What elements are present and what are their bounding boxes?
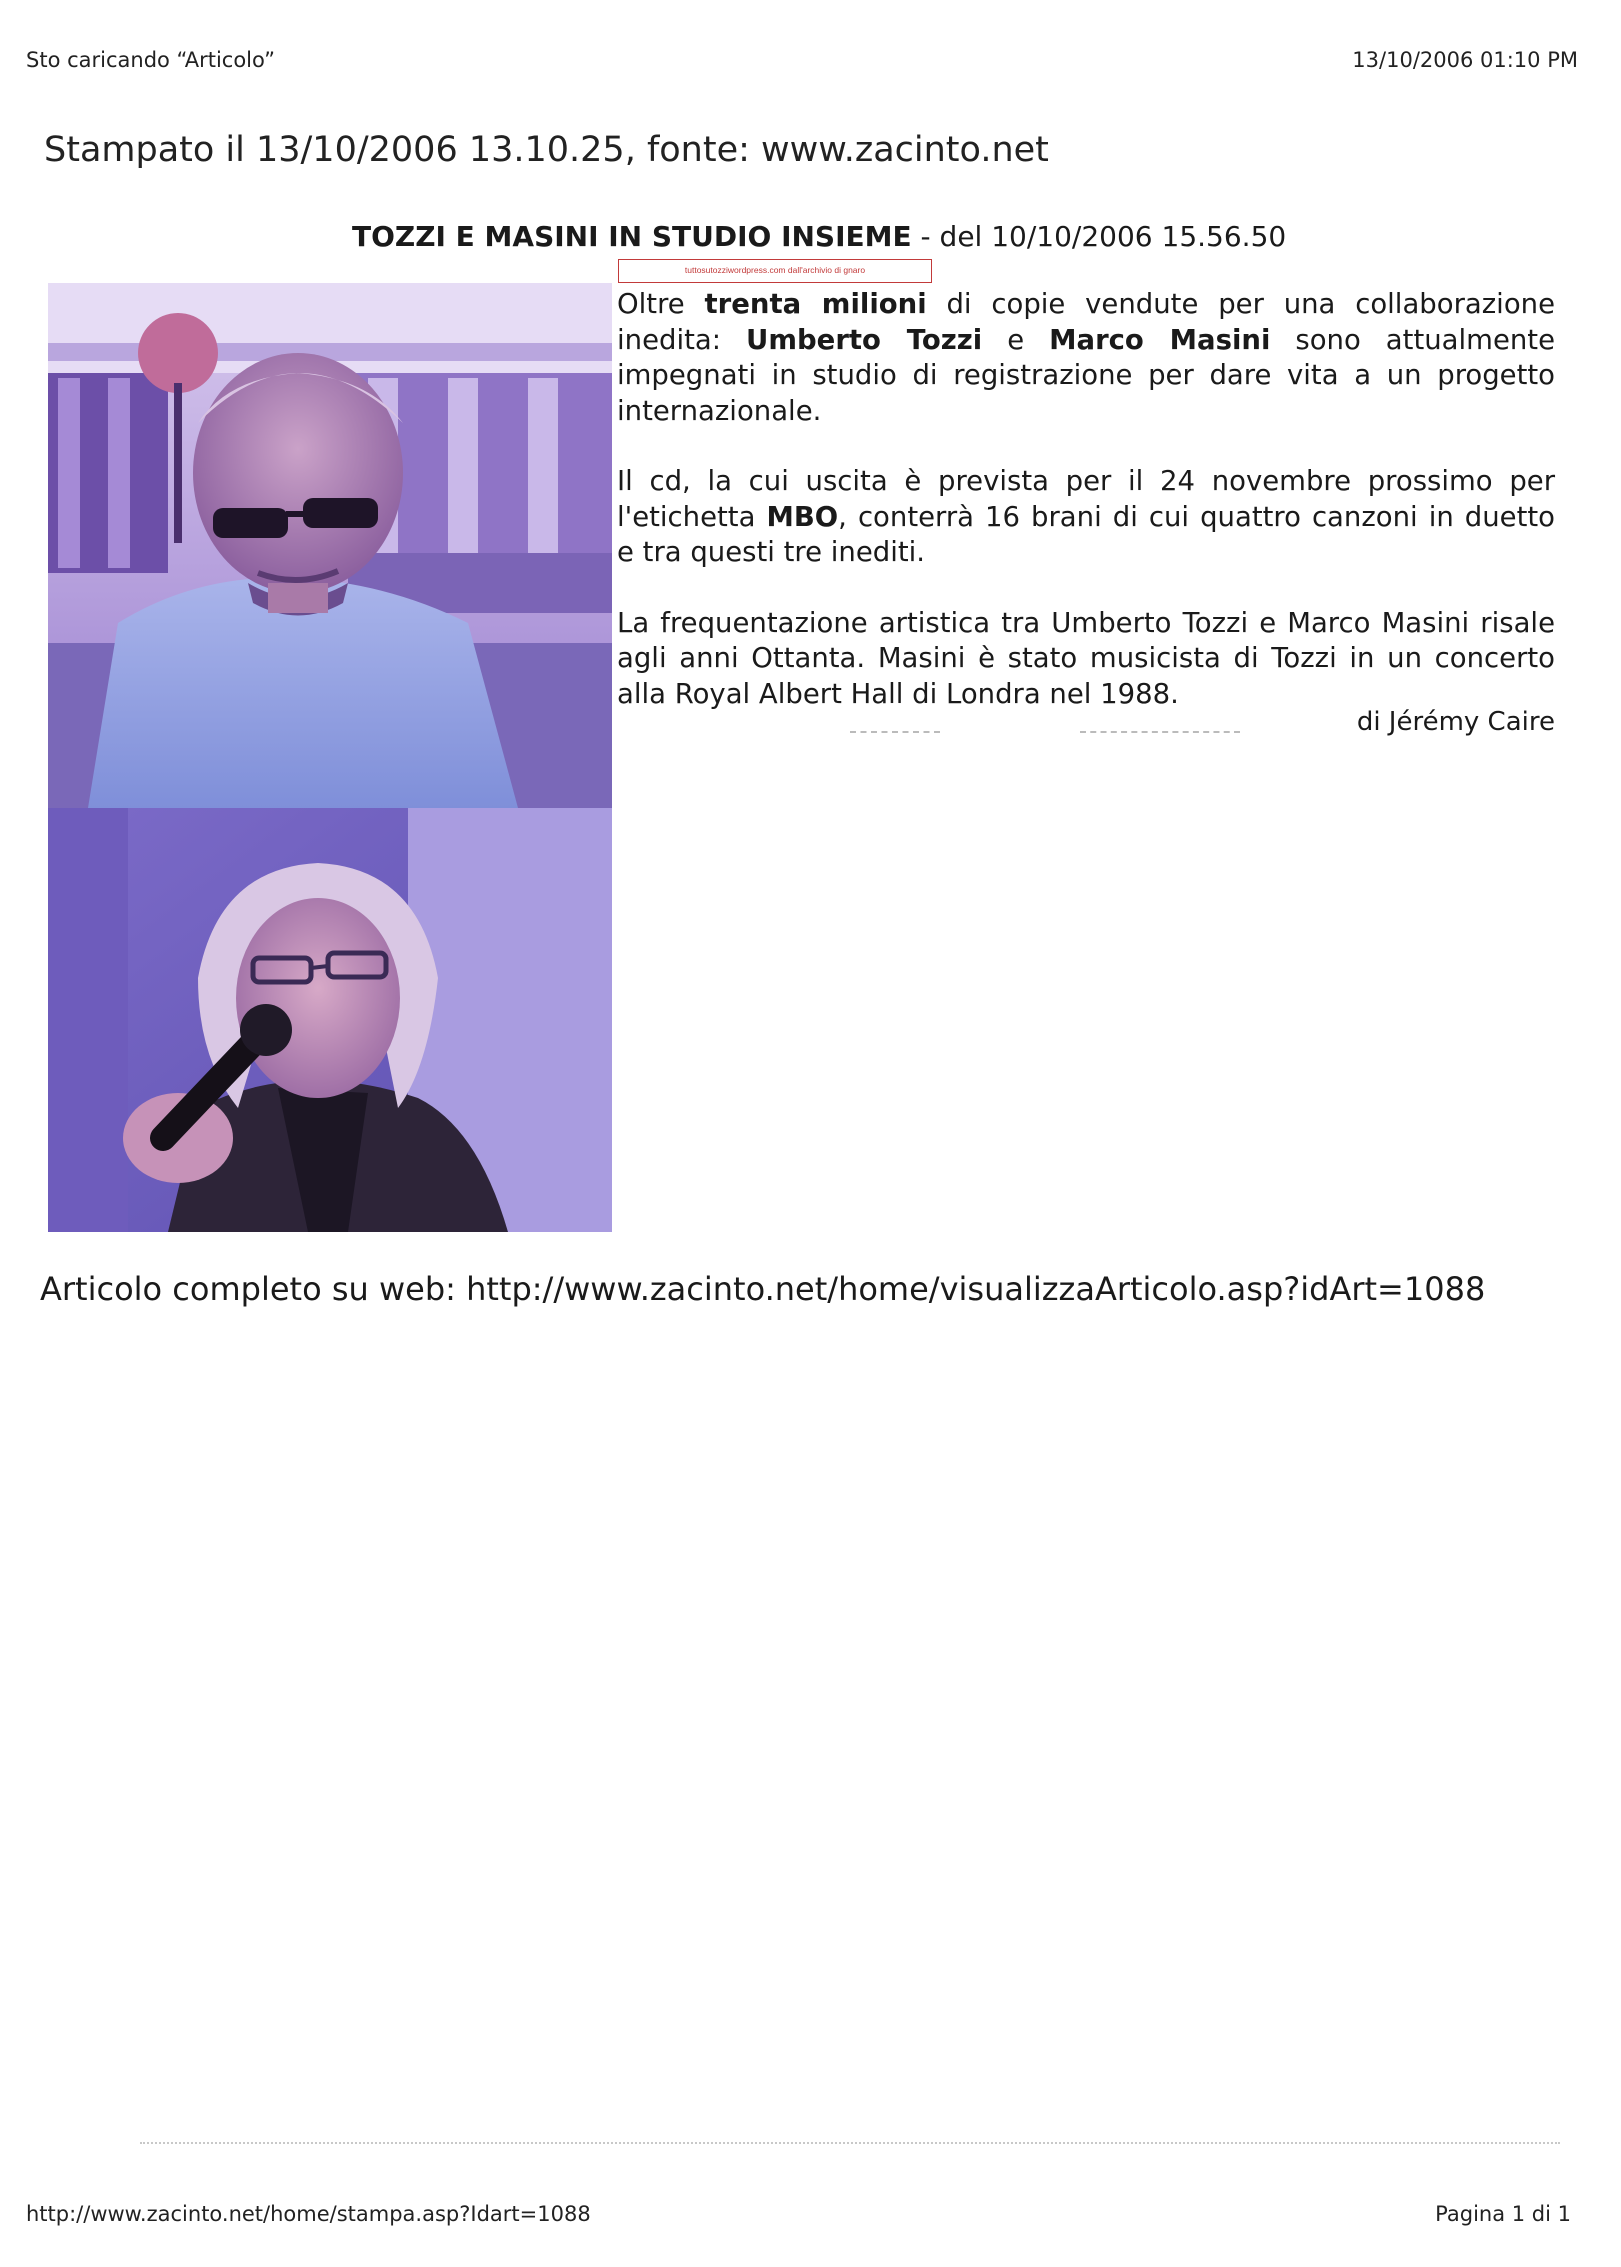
text-run: di copie vendute per una collaborazione inedita:	[617, 288, 1555, 356]
full-article-link[interactable]: Articolo completo su web: http://www.zacinto.net/home/visualizzaArticolo.asp?idArt=1088	[40, 1270, 1486, 1308]
text-run: Il cd, la cui uscita è prevista per il 24 novembre prossimo per l'etichetta	[617, 465, 1555, 533]
watermark-stamp: tuttosutozziwordpress.com dall'archivio di gnaro	[618, 259, 932, 283]
divider	[140, 2142, 1560, 2144]
article-paragraph-2	[617, 464, 1555, 571]
article-title: TOZZI E MASINI IN STUDIO INSIEME	[352, 220, 912, 253]
text-run: sono attualmente impegnati in studio di registrazione per dare vita a un progetto internazionale.	[617, 323, 1555, 427]
article-date: - del 10/10/2006 15.56.50	[911, 220, 1287, 253]
bold-run: trenta milioni	[704, 288, 927, 320]
browser-loading-text: Sto caricando “Articolo”	[26, 48, 275, 72]
text-run: e	[982, 323, 1050, 356]
article-headline	[352, 220, 1286, 253]
footer-page-number: Pagina 1 di 1	[1435, 2202, 1571, 2226]
text-run: , conterrà 16 brani di cui quattro canzoni in duetto e tra questi tre inediti.	[617, 500, 1555, 568]
photo-marco-masini	[48, 808, 612, 1232]
bold-run: Marco Masini	[1049, 323, 1271, 356]
article-body	[617, 287, 1555, 747]
printed-on-line: Stampato il 13/10/2006 13.10.25, fonte: www.zacinto.net	[44, 130, 1049, 170]
browser-header-datetime: 13/10/2006 01:10 PM	[1352, 48, 1578, 72]
bold-run: MBO	[766, 500, 839, 533]
divider	[1080, 731, 1240, 735]
photo-umberto-tozzi	[48, 283, 612, 808]
footer-url: http://www.zacinto.net/home/stampa.asp?Idart=1088	[26, 2202, 591, 2226]
article-paragraph-1	[617, 287, 1555, 429]
divider	[850, 731, 940, 735]
text-run: Oltre	[617, 288, 705, 320]
article-paragraph-3: La frequentazione artistica tra Umberto Tozzi e Marco Masini risale agli anni Ottanta. Masini è stato musicista di Tozzi in un concerto alla Royal Albert Hall di Londra nel 1988.	[617, 606, 1555, 710]
article-author: di Jérémy Caire	[1356, 707, 1555, 737]
bold-run: Umberto Tozzi	[746, 323, 983, 356]
